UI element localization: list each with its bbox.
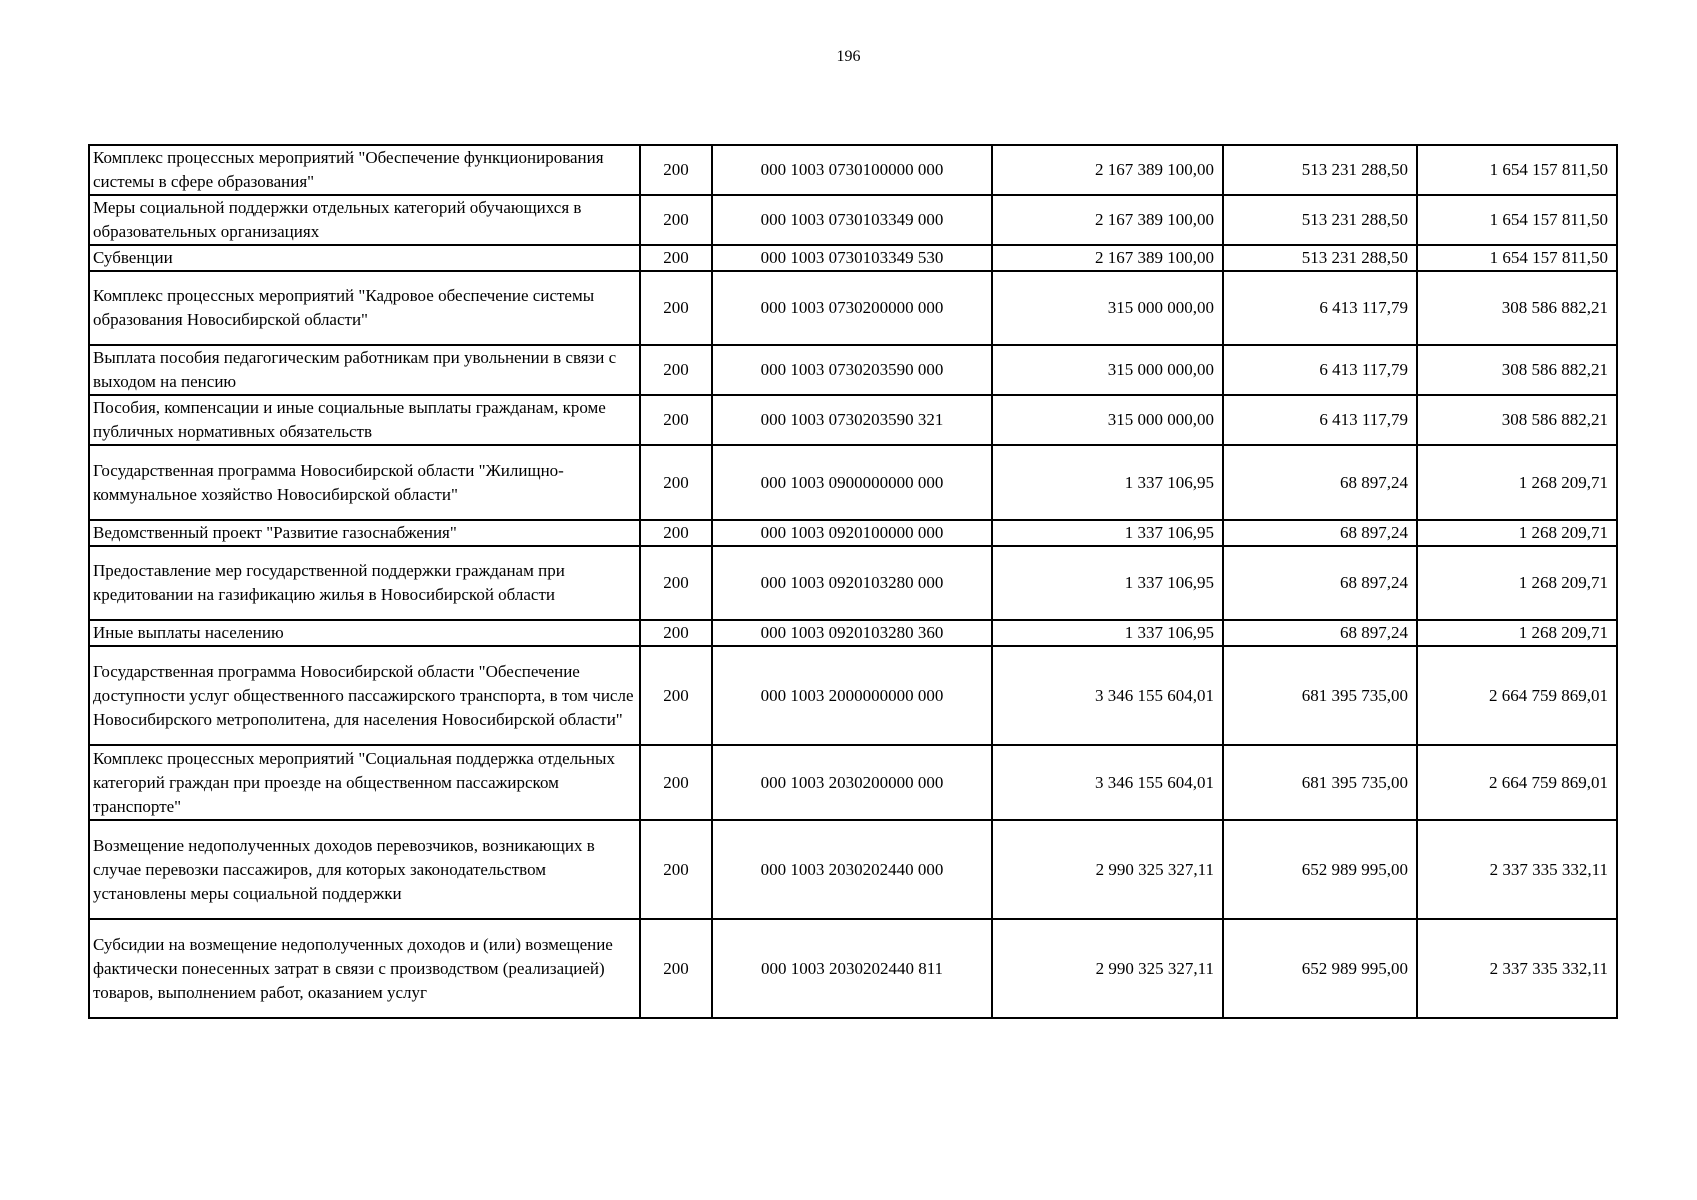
row-approved: 3 346 155 604,01 xyxy=(992,745,1223,820)
row-unexecuted: 1 268 209,71 xyxy=(1417,620,1617,646)
row-executed: 513 231 288,50 xyxy=(1223,195,1417,245)
row-name: Предоставление мер государственной поддержки гражданам при кредитовании на газификацию жилья в Новосибирской области xyxy=(89,546,640,620)
row-name: Выплата пособия педагогическим работникам при увольнении в связи с выходом на пенсию xyxy=(89,345,640,395)
row-line-code: 200 xyxy=(640,745,712,820)
row-line-code: 200 xyxy=(640,919,712,1018)
row-unexecuted: 308 586 882,21 xyxy=(1417,271,1617,345)
row-budget-code: 000 1003 2030202440 000 xyxy=(712,820,992,919)
row-unexecuted: 2 337 335 332,11 xyxy=(1417,820,1617,919)
row-name: Субсидии на возмещение недополученных доходов и (или) возмещение фактически понесенных затрат в связи с производством (реализацией) товаров, выполнением работ, оказанием услуг xyxy=(89,919,640,1018)
row-executed: 513 231 288,50 xyxy=(1223,145,1417,195)
row-approved: 315 000 000,00 xyxy=(992,271,1223,345)
row-executed: 681 395 735,00 xyxy=(1223,646,1417,745)
table-row xyxy=(89,395,1617,445)
row-name: Субвенции xyxy=(89,245,640,271)
row-name: Иные выплаты населению xyxy=(89,620,640,646)
row-approved: 2 990 325 327,11 xyxy=(992,820,1223,919)
row-unexecuted: 1 654 157 811,50 xyxy=(1417,145,1617,195)
row-executed: 652 989 995,00 xyxy=(1223,820,1417,919)
row-name: Комплекс процессных мероприятий "Обеспечение функционирования системы в сфере образования" xyxy=(89,145,640,195)
row-budget-code: 000 1003 0730203590 000 xyxy=(712,345,992,395)
row-approved: 2 167 389 100,00 xyxy=(992,145,1223,195)
row-unexecuted: 1 268 209,71 xyxy=(1417,520,1617,546)
table-row xyxy=(89,820,1617,919)
table-row xyxy=(89,646,1617,745)
row-name: Возмещение недополученных доходов перевозчиков, возникающих в случае перевозки пассажиров, для которых законодательством установлены меры социальной поддержки xyxy=(89,820,640,919)
page-number: 196 xyxy=(836,48,861,65)
row-name: Ведомственный проект "Развитие газоснабжения" xyxy=(89,520,640,546)
row-budget-code: 000 1003 0920100000 000 xyxy=(712,520,992,546)
row-approved: 1 337 106,95 xyxy=(992,620,1223,646)
row-executed: 68 897,24 xyxy=(1223,520,1417,546)
row-name: Государственная программа Новосибирской области "Обеспечение доступности услуг общественного пассажирского транспорта, в том числе Новосибирского метрополитена, для населения Новосибирской области" xyxy=(89,646,640,745)
row-budget-code: 000 1003 0920103280 000 xyxy=(712,546,992,620)
row-budget-code: 000 1003 0730100000 000 xyxy=(712,145,992,195)
table-row xyxy=(89,919,1617,1018)
row-budget-code: 000 1003 2030200000 000 xyxy=(712,745,992,820)
row-name: Государственная программа Новосибирской области "Жилищно-коммунальное хозяйство Новосибирской области" xyxy=(89,445,640,520)
table-row xyxy=(89,195,1617,245)
row-name: Пособия, компенсации и иные социальные выплаты гражданам, кроме публичных нормативных обязательств xyxy=(89,395,640,445)
row-executed: 6 413 117,79 xyxy=(1223,345,1417,395)
row-budget-code: 000 1003 0730203590 321 xyxy=(712,395,992,445)
row-line-code: 200 xyxy=(640,646,712,745)
row-executed: 6 413 117,79 xyxy=(1223,271,1417,345)
table-row xyxy=(89,271,1617,345)
row-line-code: 200 xyxy=(640,245,712,271)
row-budget-code: 000 1003 0730200000 000 xyxy=(712,271,992,345)
row-budget-code: 000 1003 2000000000 000 xyxy=(712,646,992,745)
budget-execution-table xyxy=(88,144,1618,1019)
row-unexecuted: 2 664 759 869,01 xyxy=(1417,745,1617,820)
row-approved: 1 337 106,95 xyxy=(992,445,1223,520)
row-approved: 2 990 325 327,11 xyxy=(992,919,1223,1018)
row-unexecuted: 308 586 882,21 xyxy=(1417,345,1617,395)
table-row xyxy=(89,345,1617,395)
row-approved: 2 167 389 100,00 xyxy=(992,195,1223,245)
row-executed: 513 231 288,50 xyxy=(1223,245,1417,271)
row-unexecuted: 2 337 335 332,11 xyxy=(1417,919,1617,1018)
row-unexecuted: 1 654 157 811,50 xyxy=(1417,195,1617,245)
row-unexecuted: 2 664 759 869,01 xyxy=(1417,646,1617,745)
row-executed: 68 897,24 xyxy=(1223,620,1417,646)
table-row xyxy=(89,546,1617,620)
row-approved: 1 337 106,95 xyxy=(992,520,1223,546)
row-line-code: 200 xyxy=(640,195,712,245)
row-unexecuted: 1 654 157 811,50 xyxy=(1417,245,1617,271)
row-executed: 68 897,24 xyxy=(1223,546,1417,620)
row-name: Меры социальной поддержки отдельных категорий обучающихся в образовательных организациях xyxy=(89,195,640,245)
row-line-code: 200 xyxy=(640,820,712,919)
table-row xyxy=(89,620,1617,646)
row-executed: 6 413 117,79 xyxy=(1223,395,1417,445)
row-executed: 681 395 735,00 xyxy=(1223,745,1417,820)
row-executed: 68 897,24 xyxy=(1223,445,1417,520)
row-line-code: 200 xyxy=(640,345,712,395)
row-line-code: 200 xyxy=(640,520,712,546)
row-line-code: 200 xyxy=(640,546,712,620)
row-budget-code: 000 1003 0920103280 360 xyxy=(712,620,992,646)
table-row xyxy=(89,445,1617,520)
row-line-code: 200 xyxy=(640,620,712,646)
row-unexecuted: 1 268 209,71 xyxy=(1417,445,1617,520)
table-row xyxy=(89,520,1617,546)
table-row xyxy=(89,145,1617,195)
row-approved: 3 346 155 604,01 xyxy=(992,646,1223,745)
row-approved: 1 337 106,95 xyxy=(992,546,1223,620)
row-budget-code: 000 1003 0730103349 000 xyxy=(712,195,992,245)
row-budget-code: 000 1003 0900000000 000 xyxy=(712,445,992,520)
row-approved: 315 000 000,00 xyxy=(992,345,1223,395)
row-unexecuted: 1 268 209,71 xyxy=(1417,546,1617,620)
row-line-code: 200 xyxy=(640,145,712,195)
row-name: Комплекс процессных мероприятий "Кадровое обеспечение системы образования Новосибирской области" xyxy=(89,271,640,345)
row-budget-code: 000 1003 0730103349 530 xyxy=(712,245,992,271)
table-row xyxy=(89,745,1617,820)
row-line-code: 200 xyxy=(640,395,712,445)
row-name: Комплекс процессных мероприятий "Социальная поддержка отдельных категорий граждан при проезде на общественном пассажирском транспорте" xyxy=(89,745,640,820)
row-unexecuted: 308 586 882,21 xyxy=(1417,395,1617,445)
row-approved: 315 000 000,00 xyxy=(992,395,1223,445)
row-line-code: 200 xyxy=(640,271,712,345)
row-budget-code: 000 1003 2030202440 811 xyxy=(712,919,992,1018)
table-row xyxy=(89,245,1617,271)
row-line-code: 200 xyxy=(640,445,712,520)
row-approved: 2 167 389 100,00 xyxy=(992,245,1223,271)
row-executed: 652 989 995,00 xyxy=(1223,919,1417,1018)
